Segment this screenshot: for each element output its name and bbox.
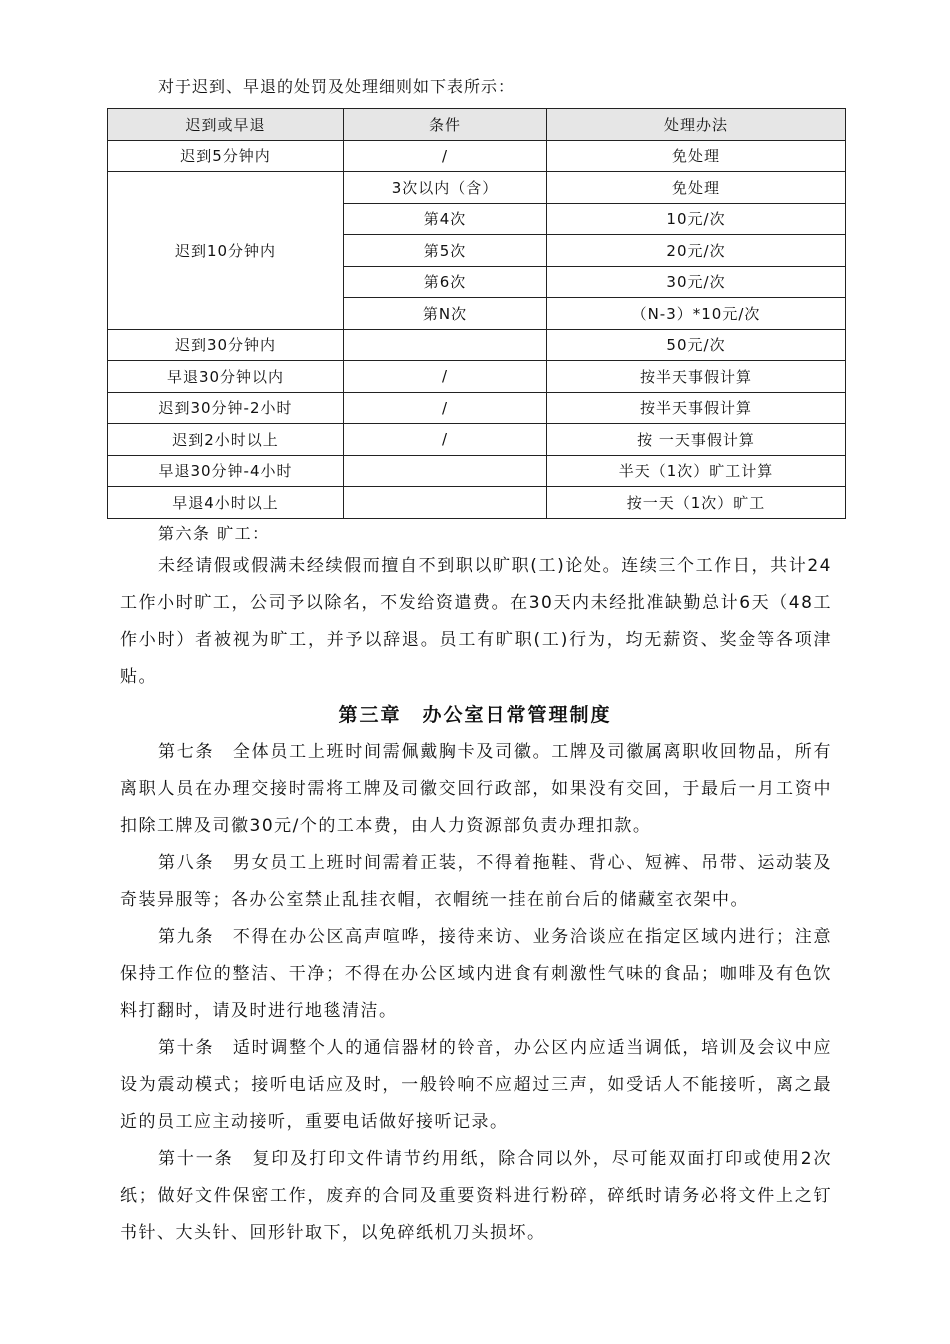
cell-handling: 30元/次 (547, 266, 846, 298)
cell-condition: 第N次 (344, 298, 547, 330)
header-handling: 处理办法 (547, 109, 846, 141)
cell-handling: （N-3）*10元/次 (547, 298, 846, 330)
table-row (108, 424, 846, 456)
table-intro: 对于迟到、早退的处罚及处理细则如下表所示： (158, 77, 516, 96)
header-condition: 条件 (344, 109, 547, 141)
article-6 (120, 520, 832, 696)
cell-handling: 免处理 (547, 172, 846, 204)
article-10: 第十条 适时调整个人的通信器材的铃音，办公区内应适当调低，培训及会议中应设为震动模式；接听电话应及时，一般铃响不应超过三声，如受话人不能接听，离之最近的员工应主动接听，重要电话做好接听记录。 (120, 1038, 832, 1132)
article-6-text: 未经请假或假满未经续假而擅自不到职以旷职(工)论处。连续三个工作日，共计24工作小时旷工，公司予以除名，不发给资遣费。在30天内未经批准缺勤总计6天（48工作小时）者被视为旷工，并予以辞退。员工有旷职(工)行为，均无薪资、奖金等各项津贴。 (120, 556, 832, 687)
article-7: 第七条 全体员工上班时间需佩戴胸卡及司徽。工牌及司徽属离职收回物品，所有离职人员在办理交接时需将工牌及司徽交回行政部，如果没有交回，于最后一月工资中扣除工牌及司徽30元/个的工本费，由人力资源部负责办理扣款。 (120, 742, 832, 836)
table-row (108, 455, 846, 487)
cell-type: 迟到30分钟-2小时 (108, 392, 344, 424)
cell-handling: 按半天事假计算 (547, 392, 846, 424)
penalty-table (107, 108, 846, 519)
table-row (108, 172, 846, 204)
table-row (108, 392, 846, 424)
cell-handling: 按 一天事假计算 (547, 424, 846, 456)
table-header-row (108, 109, 846, 141)
cell-handling: 半天（1次）旷工计算 (547, 455, 846, 487)
cell-handling: 按一天（1次）旷工 (547, 487, 846, 519)
table-row (108, 140, 846, 172)
cell-handling: 20元/次 (547, 235, 846, 267)
cell-condition: / (344, 140, 547, 172)
cell-condition: 3次以内（含） (344, 172, 547, 204)
cell-condition: 第6次 (344, 266, 547, 298)
cell-handling: 免处理 (547, 140, 846, 172)
table-row (108, 361, 846, 393)
cell-type: 早退30分钟-4小时 (108, 455, 344, 487)
cell-condition: 第5次 (344, 235, 547, 267)
article-list (120, 734, 832, 1252)
cell-condition (344, 455, 547, 487)
article-8: 第八条 男女员工上班时间需着正装，不得着拖鞋、背心、短裤、吊带、运动装及奇装异服等；各办公室禁止乱挂衣帽，衣帽统一挂在前台后的储藏室衣架中。 (120, 853, 832, 910)
cell-handling: 按半天事假计算 (547, 361, 846, 393)
article-11: 第十一条 复印及打印文件请节约用纸，除合同以外，尽可能双面打印或使用2次纸；做好文件保密工作，废弃的合同及重要资料进行粉碎，碎纸时请务必将文件上之钉书针、大头针、回形针取下，以免碎纸机刀头损坏。 (120, 1149, 832, 1243)
cell-condition: / (344, 361, 547, 393)
cell-type: 迟到5分钟内 (108, 140, 344, 172)
cell-type: 迟到30分钟内 (108, 329, 344, 361)
cell-type: 迟到10分钟内 (108, 172, 344, 330)
article-6-heading: 第六条 旷工： (158, 524, 270, 543)
table-row (108, 487, 846, 519)
cell-handling: 50元/次 (547, 329, 846, 361)
cell-condition (344, 487, 547, 519)
cell-handling: 10元/次 (547, 203, 846, 235)
header-type: 迟到或早退 (108, 109, 344, 141)
cell-type: 迟到2小时以上 (108, 424, 344, 456)
cell-type: 早退4小时以上 (108, 487, 344, 519)
cell-condition (344, 329, 547, 361)
cell-condition: 第4次 (344, 203, 547, 235)
cell-condition: / (344, 424, 547, 456)
cell-condition: / (344, 392, 547, 424)
cell-type: 早退30分钟以内 (108, 361, 344, 393)
chapter-title: 第三章 办公室日常管理制度 (338, 704, 612, 726)
article-9: 第九条 不得在办公区高声喧哗，接待来访、业务洽谈应在指定区域内进行；注意保持工作位的整洁、干净；不得在办公区域内进食有刺激性气味的食品；咖啡及有色饮料打翻时，请及时进行地毯清洁。 (120, 927, 832, 1021)
table-row (108, 329, 846, 361)
